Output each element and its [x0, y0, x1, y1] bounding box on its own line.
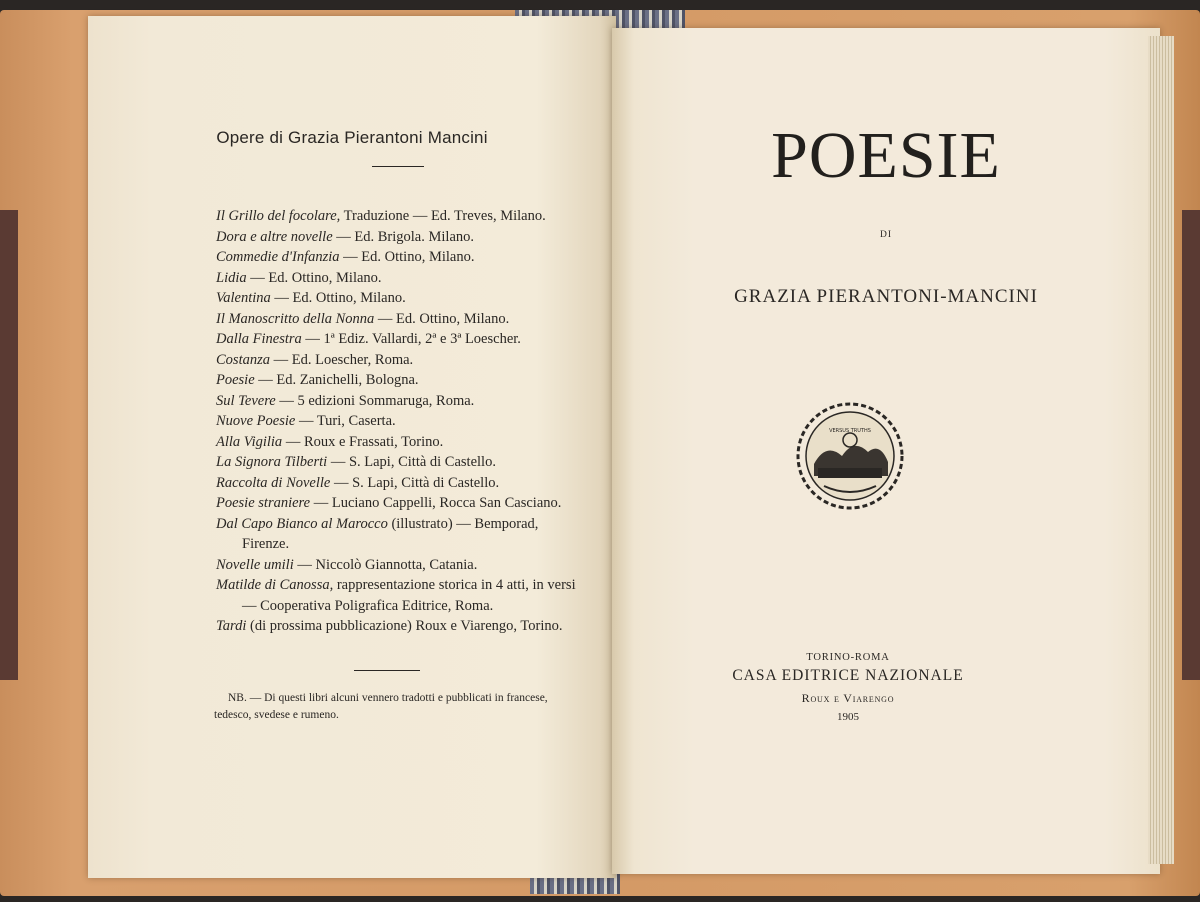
work-details: — S. Lapi, Città di Castello.	[330, 474, 500, 491]
list-item	[216, 473, 576, 494]
work-title: Commedie d'Infanzia	[216, 249, 340, 265]
heading-rule	[372, 166, 424, 167]
work-details: — Turi, Caserta.	[295, 413, 396, 429]
list-item	[216, 288, 576, 309]
author-name: GRAZIA PIERANTONI-MANCINI	[734, 286, 1038, 307]
list-item	[216, 268, 576, 289]
works-list	[216, 206, 576, 637]
work-title: Alla Vigilia	[216, 433, 283, 450]
work-title: Dalla Finestra	[216, 331, 302, 347]
list-item	[216, 616, 576, 637]
footer-rule	[354, 670, 420, 671]
list-item	[216, 391, 576, 412]
work-details: rappresentazione storica in 4 atti, in versi — Cooperativa Poligrafica Editrice, Roma.	[242, 577, 576, 614]
work-title: Matilde di Canossa,	[216, 577, 334, 593]
list-item	[216, 309, 576, 330]
list-item	[216, 206, 576, 227]
work-details: (illustrato) — Bemporad, Firenze.	[242, 515, 539, 552]
work-details: — Ed. Ottino, Milano.	[270, 290, 406, 306]
list-item	[216, 329, 576, 350]
work-title: Lidia	[216, 269, 247, 286]
publication-year: 1905	[837, 711, 859, 723]
list-item	[216, 411, 576, 432]
work-title: Dal Capo Bianco al Marocco	[216, 515, 388, 532]
work-title: Valentina	[216, 290, 271, 306]
by-label: DI	[879, 230, 893, 240]
publisher-owners: Roux e Viarengo	[801, 691, 895, 705]
list-item	[216, 555, 576, 576]
cover-corner-left	[0, 210, 18, 680]
work-details: (di prossima pubblicazione) Roux e Viarengo, Torino.	[246, 618, 563, 634]
works-heading: Opere di Grazia Pierantoni Mancini	[216, 128, 488, 147]
list-item	[216, 370, 576, 391]
list-item	[216, 227, 576, 248]
list-item	[216, 452, 576, 473]
work-details: — 5 edizioni Sommaruga, Roma.	[275, 392, 475, 409]
cover-corner-right	[1182, 210, 1200, 680]
work-title: Novelle umili	[216, 556, 294, 573]
work-title: La Signora Tilberti	[216, 454, 328, 470]
work-title: Il Manoscritto della Nonna	[216, 310, 375, 327]
list-item	[216, 432, 576, 453]
book-title: POESIE	[771, 119, 1001, 192]
list-item	[216, 247, 576, 268]
publication-city: TORINO-ROMA	[806, 652, 890, 663]
work-details: — Ed. Brigola. Milano.	[332, 228, 475, 245]
work-title: Sul Tevere	[216, 392, 276, 409]
work-details: — Roux e Frassati, Torino.	[282, 433, 444, 450]
work-title: Costanza	[216, 351, 270, 368]
work-details: — Luciano Cappelli, Rocca San Casciano.	[310, 495, 562, 511]
list-item	[216, 350, 576, 371]
work-title: Il Grillo del focolare,	[216, 208, 341, 224]
list-item	[216, 514, 576, 555]
list-item	[216, 493, 576, 514]
work-title: Dora e altre novelle	[216, 228, 333, 245]
work-title: Poesie straniere	[216, 495, 311, 511]
translation-note: NB. — Di questi libri alcuni vennero tradotti e pubblicati in francese, tedesco, svedese e rumeno.	[214, 692, 548, 721]
publisher-name: CASA EDITRICE NAZIONALE	[732, 667, 964, 684]
work-details: — Ed. Zanichelli, Bologna.	[254, 372, 419, 388]
work-details: Traduzione — Ed. Treves, Milano.	[340, 208, 546, 224]
work-details: — Ed. Ottino, Milano.	[246, 269, 382, 286]
work-details: — S. Lapi, Città di Castello.	[327, 454, 496, 470]
work-title: Tardi	[216, 618, 247, 634]
work-details: — Niccolò Giannotta, Catania.	[293, 556, 478, 573]
work-details: — Ed. Loescher, Roma.	[270, 351, 414, 368]
work-details: — Ed. Ottino, Milano.	[374, 310, 510, 327]
work-details: — 1ª Ediz. Vallardi, 2ª e 3ª Loescher.	[301, 331, 521, 347]
emblem-motto: VERSUS TRUTHS	[829, 428, 871, 434]
work-title: Nuove Poesie	[216, 413, 296, 429]
work-details: — Ed. Ottino, Milano.	[339, 249, 475, 265]
publisher-emblem-icon	[796, 402, 904, 510]
list-item	[216, 575, 576, 616]
work-title: Poesie	[216, 372, 255, 388]
work-title: Raccolta di Novelle	[216, 474, 331, 491]
